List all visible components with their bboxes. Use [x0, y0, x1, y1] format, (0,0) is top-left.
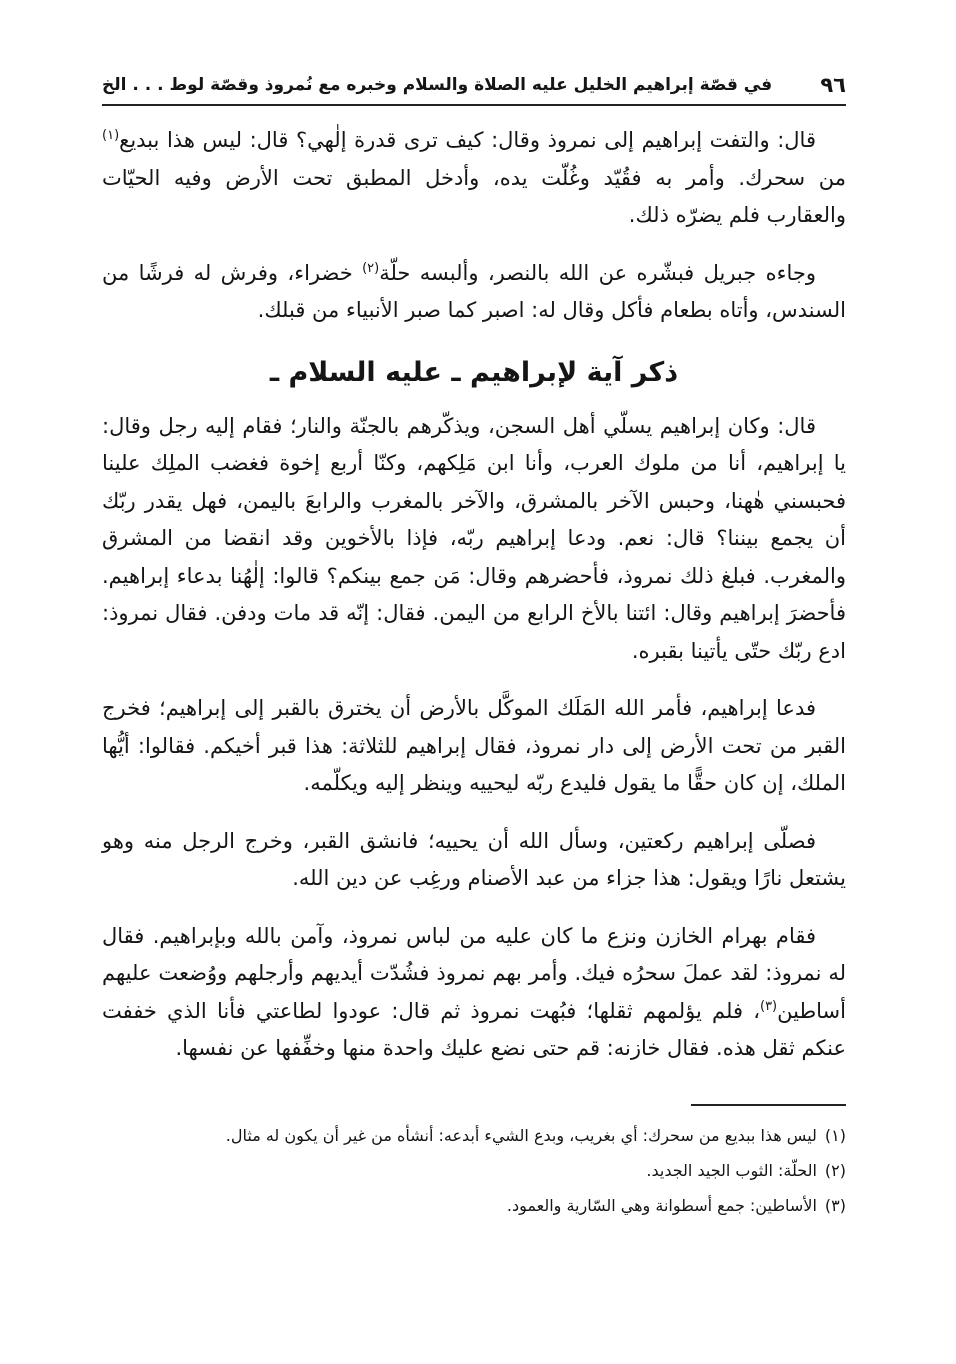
footnote-mark: (١) — [824, 1125, 846, 1145]
footnote-ref-2: (٢) — [362, 260, 380, 276]
paragraph-text: وجاءه جبريل فبشّره عن الله بالنصر، وألبسه حلّة — [379, 260, 816, 285]
running-title: في قصّة إبراهيم الخليل عليه الصلاة والسلام وخبره مع نُمروذ وقصّة لوط . . . الخ — [102, 75, 773, 95]
main-text — [102, 122, 846, 1068]
footnote-mark: (٢) — [824, 1160, 846, 1180]
paragraph-text: قال: والتفت إبراهيم إلى نمروذ وقال: كيف ترى قدرة إلٰهي؟ قال: ليس هذا ببديع — [119, 128, 816, 152]
footnote-2 — [102, 1153, 846, 1188]
footnotes — [102, 1118, 846, 1223]
text-column — [102, 66, 846, 1223]
paragraph-2 — [102, 255, 846, 330]
paragraph-3: قال: وكان إبراهيم يسلّي أهل السجن، ويذكّرهم بالجنّة والنار؛ فقام إليه رجل وقال: يا إبراهيم، أنا من ملوك العرب، وأنا ابن مَلِكهم، وكنّا أربع إخوة فغضب الملِك علينا فحبسني هٰهنا، وحبس الآخر بالمشرق، والآخر بالمغرب والرابعَ باليمن، فهل يقدر ربّك أن يجمع بيننا؟ قال: نعم. ودعا إبراهيم ربّه، فإذا بالأخوين وقد انقضا من المشرق والمغرب. فبلغ ذلك نمروذ، فأحضرهم وقال: مَن جمع بينكم؟ قالوا: إلٰهُنا بدعاء إبراهيم. فأحضرَ إبراهيم وقال: ائتنا بالأخ الرابع من اليمن. فقال: إنّه قد مات ودفن. فقال نمروذ: ادع ربّك حتّى يأتينا بقبره. — [102, 413, 846, 663]
running-header — [102, 66, 846, 106]
paragraph-4: فدعا إبراهيم، فأمر الله المَلَك الموكَّل بالأرض أن يخترق بالقبر إلى إبراهيم؛ فخرج القبر من تحت الأرض إلى دار نمروذ، فقال إبراهيم للثلاثة: هذا قبر أخيكم. فقالوا: أيُّها الملك، إن كان حقًّا ما يقول فليدع ربّه ليحييه وينظر إليه ويكلّمه. — [102, 696, 846, 795]
paragraph-text: فقام بهرام الخازن ونزع ما كان عليه من لباس نمروذ، وآمن بالله وبإبراهيم. فقال له نمروذ: لقد عملَ سحرُه فيك. وأمر بهم نمروذ فشُدّت أيديهم وأرجلهم ووُضعت عليهم أساطين — [102, 923, 846, 1023]
paragraph-5: فصلّى إبراهيم ركعتين، وسأل الله أن يحييه؛ فانشق القبر، وخرج الرجل منه وهو يشتعل نارًا ويقول: هذا جزاء من عبد الأصنام ورغِب عن دين الله. — [102, 828, 846, 890]
section-heading: ذكر آية لإبراهيم ـ عليه السلام ـ — [269, 356, 679, 388]
paragraph-1 — [102, 122, 846, 235]
page-number: ٩٦ — [820, 73, 846, 97]
footnote-3 — [102, 1188, 846, 1223]
footnote-mark: (٣) — [824, 1195, 846, 1215]
footnote-text: ليس هذا ببديع من سحرك: أي بغريب، وبدع الشيء أبدعه: أنشأه من غير أن يكون له مثال. — [225, 1125, 817, 1145]
paragraph-text: من سحرك. وأمر به فقُيّد وغُلّت يده، وأدخل المطبق تحت الأرض وفيه الحيّات والعقارب فلم يضرّه ذلك. — [102, 165, 846, 227]
paragraph-text: خضراء، وفرش له فرشًا من السندس، وأتاه بطعام فأكل وقال له: اصبر كما صبر الأنبياء من قبلك. — [102, 260, 846, 322]
footnote-ref-1: (١) — [102, 128, 120, 143]
footnote-text: الحلّة: الثوب الجيد الجديد. — [646, 1160, 817, 1180]
footnote-ref-3: (٣) — [759, 998, 778, 1014]
paragraph-6 — [102, 918, 846, 1068]
footnote-separator — [691, 1104, 846, 1106]
footnote-text: الأساطين: جمع أسطوانة وهي السّارية والعمود. — [506, 1195, 817, 1215]
footnote-1 — [102, 1118, 846, 1153]
paragraph-text: ، فلم يؤلمهم ثقلها؛ فبُهت نمروذ ثم قال: عودوا لطاعتي فأنا الذي خففت عنكم ثقل هذه. فقال خازنه: قم حتى نضع عليك واحدة منها وخفِّفها عن نفسها. — [102, 998, 846, 1060]
